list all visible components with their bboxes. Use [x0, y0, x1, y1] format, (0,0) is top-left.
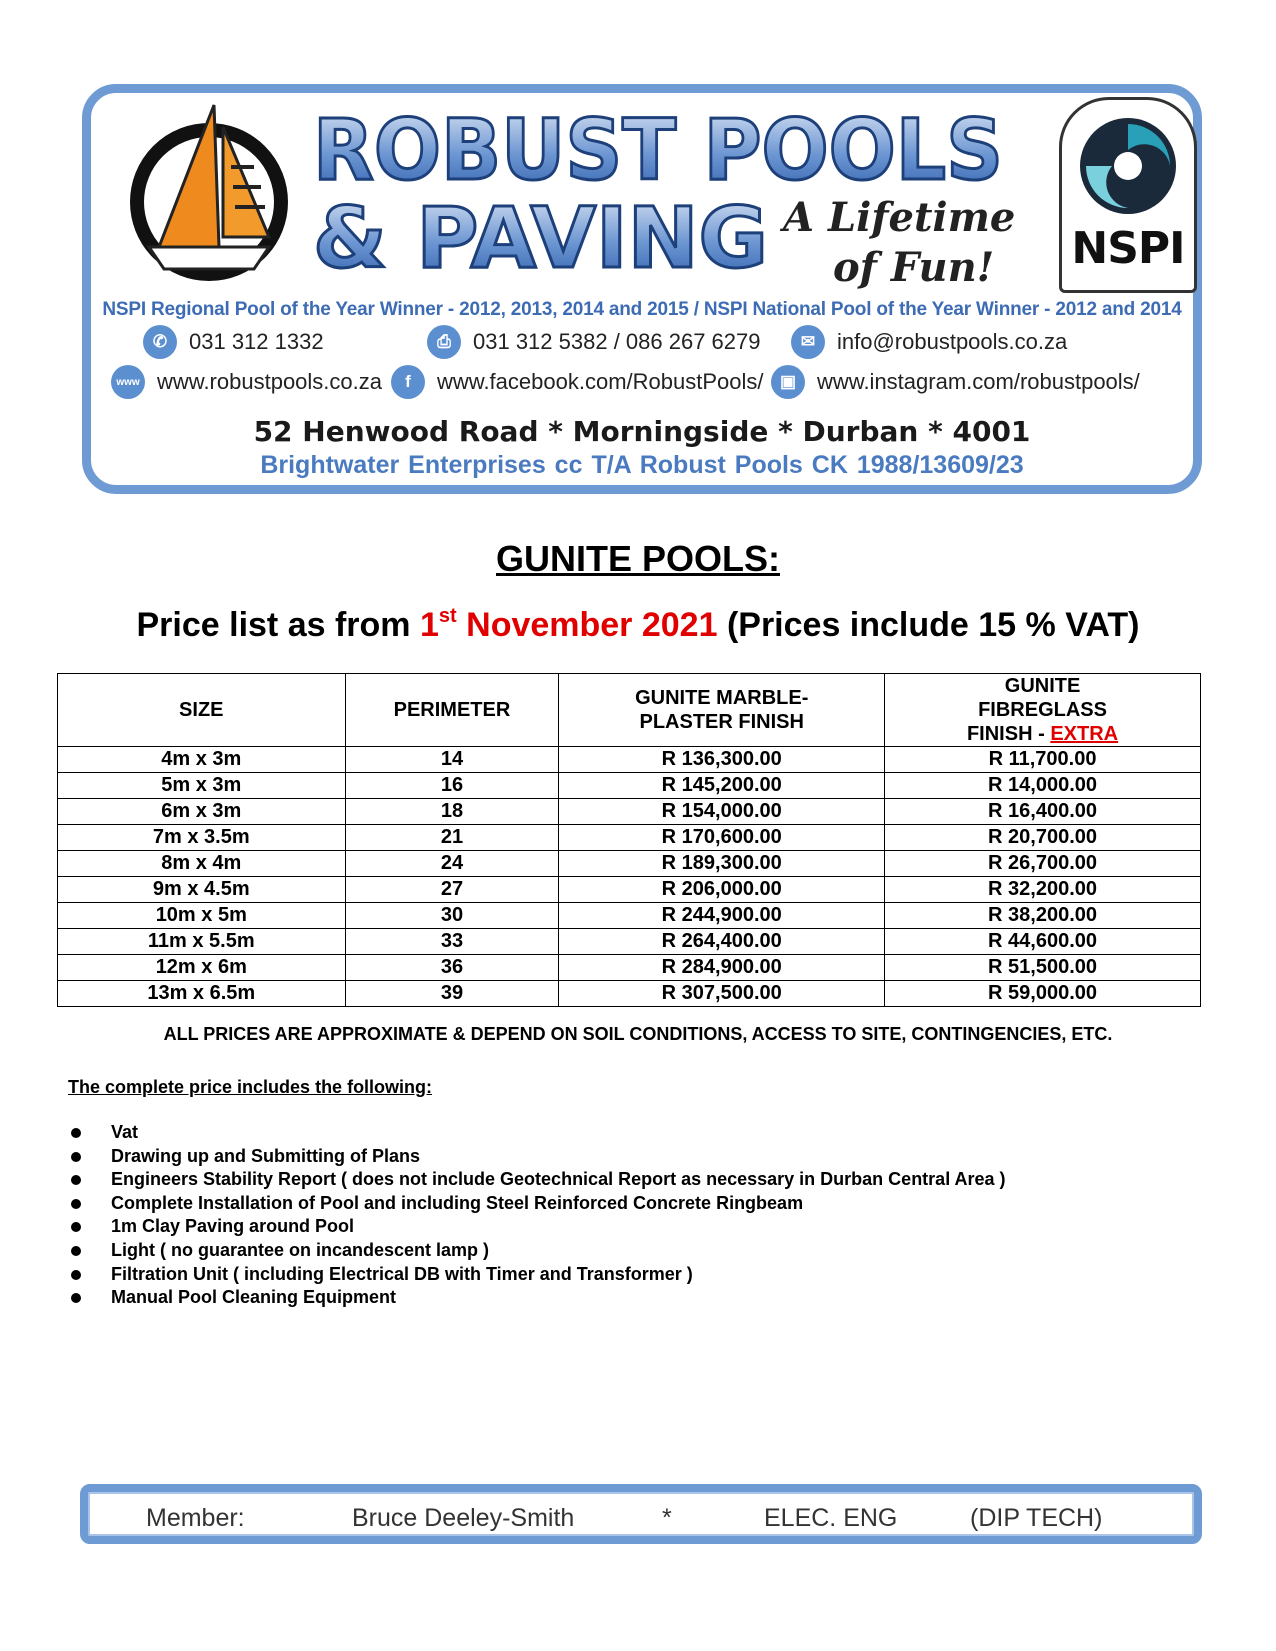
fibreglass-extra-price-cell: R 44,600.00	[885, 929, 1201, 955]
price-list-subtitle	[0, 605, 1276, 645]
table-row	[58, 929, 1201, 955]
marble-plaster-price-cell: R 206,000.00	[559, 877, 885, 903]
fibreglass-extra-price-cell: R 14,000.00	[885, 773, 1201, 799]
fibreglass-extra-price-cell: R 26,700.00	[885, 851, 1201, 877]
perimeter-cell: 24	[345, 851, 559, 877]
marble-plaster-price-cell: R 264,400.00	[559, 929, 885, 955]
subtitle-day: 1	[419, 606, 439, 644]
includes-heading: The complete price includes the following:	[68, 1077, 433, 1097]
size-cell: 10m x 5m	[58, 903, 346, 929]
table-row	[58, 955, 1201, 981]
member-qualification: ELEC. ENG	[764, 1504, 898, 1532]
brand-line2: & PAVING	[313, 189, 768, 287]
phone-contact	[143, 325, 324, 359]
column-header-fibreglass	[885, 674, 1201, 747]
size-cell: 13m x 6.5m	[58, 981, 346, 1007]
facebook-icon: f	[391, 365, 425, 399]
subtitle-date-rest: November 2021	[456, 606, 718, 644]
includes-list	[68, 1121, 1006, 1310]
instagram-icon: ▣	[771, 365, 805, 399]
size-cell: 4m x 3m	[58, 747, 346, 773]
footer-separator: *	[662, 1504, 672, 1532]
table-row	[58, 851, 1201, 877]
perimeter-cell: 33	[345, 929, 559, 955]
size-cell: 8m x 4m	[58, 851, 346, 877]
slogan-line1: A Lifetime	[783, 194, 1016, 241]
fibreglass-header-wrap	[885, 674, 1200, 746]
list-item: Complete Installation of Pool and including Steel Reinforced Concrete Ringbeam	[68, 1192, 1006, 1216]
fax-icon: ⎙	[427, 325, 461, 359]
facebook-contact	[391, 365, 764, 399]
brand-line1: ROBUST POOLS	[313, 101, 1003, 199]
member-diploma: (DIP TECH)	[970, 1504, 1103, 1532]
email-address: info@robustpools.co.za	[837, 329, 1068, 354]
street-address: 52 Henwood Road * Morningside * Durban * 4001	[253, 415, 1031, 448]
fibreglass-extra-price-cell: R 51,500.00	[885, 955, 1201, 981]
marble-plaster-header-text: GUNITE MARBLE-PLASTER FINISH	[635, 687, 809, 733]
nspi-label: NSPI	[1071, 223, 1185, 274]
table-row	[58, 799, 1201, 825]
perimeter-cell: 21	[345, 825, 559, 851]
marble-plaster-price-cell: R 136,300.00	[559, 747, 885, 773]
fax-number: 031 312 5382 / 086 267 6279	[473, 329, 761, 354]
marble-plaster-price-cell: R 189,300.00	[559, 851, 885, 877]
size-cell: 7m x 3.5m	[58, 825, 346, 851]
perimeter-cell: 27	[345, 877, 559, 903]
member-label: Member:	[146, 1504, 245, 1532]
sailboat-logo	[119, 97, 294, 287]
nspi-logo	[1059, 97, 1197, 293]
web-icon: www	[111, 365, 145, 399]
page-title	[0, 538, 1276, 580]
website-url: www.robustpools.co.za	[157, 369, 382, 394]
marble-plaster-price-cell: R 307,500.00	[559, 981, 885, 1007]
brand-wordmark	[313, 101, 1033, 301]
table-header-row	[58, 674, 1201, 747]
size-cell: 9m x 4.5m	[58, 877, 346, 903]
list-item: Manual Pool Cleaning Equipment	[68, 1286, 1006, 1310]
phone-icon: ✆	[143, 325, 177, 359]
fibreglass-extra-price-cell: R 16,400.00	[885, 799, 1201, 825]
page-title-text: GUNITE POOLS:	[495, 538, 780, 579]
website-contact	[111, 365, 382, 399]
subtitle-suffix: (Prices include 15 % VAT)	[717, 606, 1140, 644]
fibreglass-extra-price-cell: R 32,200.00	[885, 877, 1201, 903]
size-cell: 5m x 3m	[58, 773, 346, 799]
perimeter-cell: 18	[345, 799, 559, 825]
letterhead-banner	[82, 84, 1202, 494]
company-registration: Brightwater Enterprises cc T/A Robust Pools CK 1988/13609/23	[260, 451, 1024, 479]
facebook-url: www.facebook.com/RobustPools/	[437, 369, 764, 394]
slogan-line2: of Fun!	[833, 244, 995, 291]
fibreglass-extra-price-cell: R 38,200.00	[885, 903, 1201, 929]
instagram-contact	[771, 365, 1140, 399]
size-cell: 12m x 6m	[58, 955, 346, 981]
nspi-wave-logo	[1072, 110, 1184, 222]
table-row	[58, 773, 1201, 799]
column-header-perimeter: PERIMETER	[345, 674, 559, 747]
subtitle-date	[420, 606, 718, 644]
email-contact	[791, 325, 1067, 359]
subtitle-day-suffix: st	[438, 605, 457, 627]
instagram-url: www.instagram.com/robustpools/	[817, 369, 1140, 394]
member-name: Bruce Deeley-Smith	[352, 1504, 575, 1532]
member-footer	[80, 1484, 1202, 1544]
column-header-marble-plaster	[559, 674, 885, 747]
fax-contact	[427, 325, 761, 359]
price-table	[57, 673, 1201, 1007]
phone-number: 031 312 1332	[189, 329, 324, 354]
table-row	[58, 747, 1201, 773]
marble-plaster-price-cell: R 154,000.00	[559, 799, 885, 825]
disclaimer: ALL PRICES ARE APPROXIMATE & DEPEND ON SOIL CONDITIONS, ACCESS TO SITE, CONTINGENCIES, ETC.	[163, 1024, 1113, 1044]
column-header-size: SIZE	[58, 674, 346, 747]
price-rows	[58, 747, 1201, 1007]
list-item: Vat	[68, 1121, 1006, 1145]
list-item: Filtration Unit ( including Electrical DB with Timer and Transformer )	[68, 1263, 1006, 1287]
extra-label: EXTRA	[1050, 723, 1119, 745]
table-row	[58, 981, 1201, 1007]
subtitle-prefix: Price list as from	[136, 606, 420, 644]
awards-line: NSPI Regional Pool of the Year Winner - 2012, 2013, 2014 and 2015 / NSPI National Pool of the Year Winner - 2012 and 2014	[102, 299, 1182, 320]
table-row	[58, 903, 1201, 929]
perimeter-cell: 14	[345, 747, 559, 773]
list-item: Light ( no guarantee on incandescent lamp )	[68, 1239, 1006, 1263]
table-row	[58, 825, 1201, 851]
perimeter-cell: 36	[345, 955, 559, 981]
size-cell: 11m x 5.5m	[58, 929, 346, 955]
list-item: Engineers Stability Report ( does not include Geotechnical Report as necessary in Durban Central Area )	[68, 1168, 1006, 1192]
email-icon: ✉	[791, 325, 825, 359]
size-cell: 6m x 3m	[58, 799, 346, 825]
list-item: Drawing up and Submitting of Plans	[68, 1145, 1006, 1169]
marble-plaster-price-cell: R 145,200.00	[559, 773, 885, 799]
marble-plaster-price-cell: R 284,900.00	[559, 955, 885, 981]
fibreglass-header-text: GUNITE FIBREGLASS FINISH -	[966, 675, 1107, 745]
fibreglass-extra-price-cell: R 11,700.00	[885, 747, 1201, 773]
fibreglass-extra-price-cell: R 59,000.00	[885, 981, 1201, 1007]
table-row	[58, 877, 1201, 903]
perimeter-cell: 30	[345, 903, 559, 929]
perimeter-cell: 39	[345, 981, 559, 1007]
perimeter-cell: 16	[345, 773, 559, 799]
marble-plaster-price-cell: R 244,900.00	[559, 903, 885, 929]
marble-plaster-price-cell: R 170,600.00	[559, 825, 885, 851]
list-item: 1m Clay Paving around Pool	[68, 1215, 1006, 1239]
fibreglass-extra-price-cell: R 20,700.00	[885, 825, 1201, 851]
